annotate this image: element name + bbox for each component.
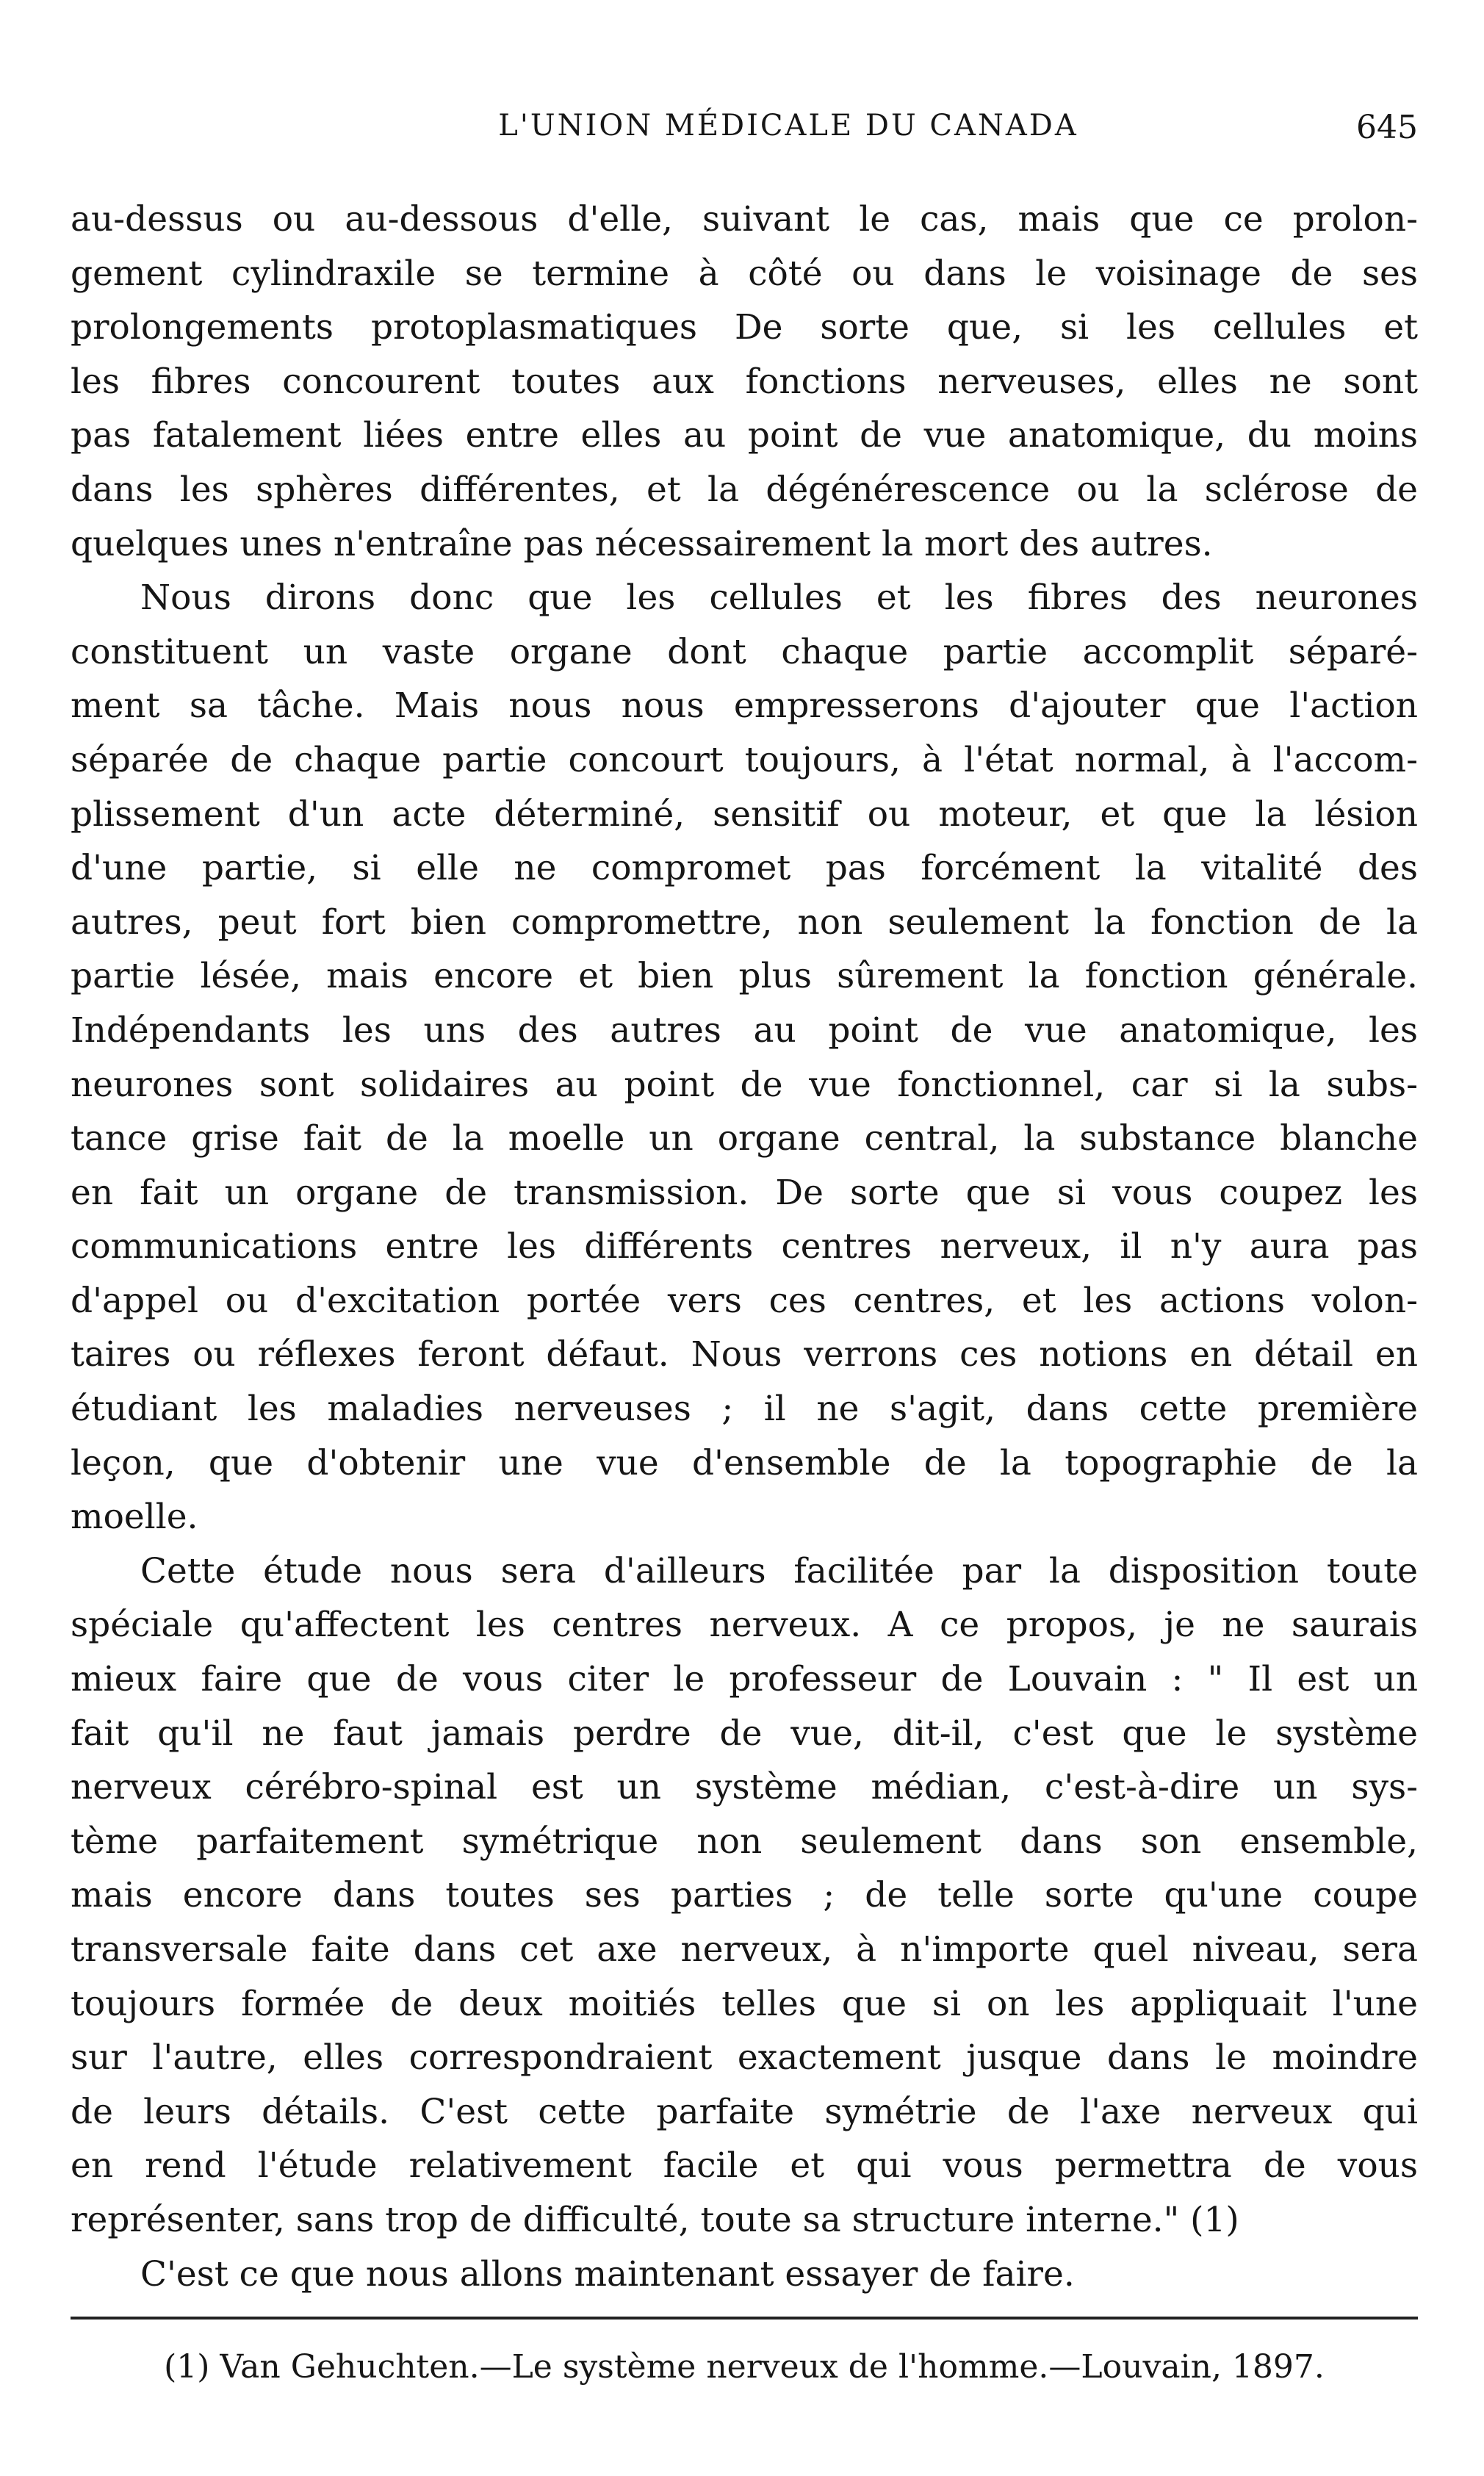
text-line: prolongements protoplasmatiques De sorte que, si les cellules et bbox=[71, 307, 1418, 348]
text-line: Cette étude nous sera d'ailleurs facilitée par la disposition toute bbox=[140, 1550, 1418, 1591]
page-number: 645 bbox=[1356, 109, 1418, 146]
text-line: autres, peut fort bien compromettre, non seulement la fonction de la bbox=[71, 901, 1418, 943]
text-line: plissement d'un acte déterminé, sensitif ou moteur, et que la lésion bbox=[71, 793, 1418, 835]
text-line: toujours formée de deux moitiés telles que si on les appliquait l'une bbox=[71, 1983, 1418, 2024]
text-line: constituent un vaste organe dont chaque partie accomplit séparé- bbox=[71, 631, 1418, 672]
text-line: transversale faite dans cet axe nerveux, à n'importe quel niveau, sera bbox=[71, 1929, 1418, 1970]
footnote-rule bbox=[71, 2317, 1418, 2320]
text-line: leçon, que d'obtenir une vue d'ensemble de la topographie de la bbox=[71, 1442, 1418, 1483]
text-line: C'est ce que nous allons maintenant essayer de faire. bbox=[140, 2253, 1075, 2295]
text-line: Nous dirons donc que les cellules et les fibres des neurones bbox=[140, 577, 1418, 619]
running-head bbox=[71, 109, 1418, 153]
text-line: mieux faire que de vous citer le professeur de Louvain : " Il est un bbox=[71, 1659, 1418, 1700]
text-line: Indépendants les uns des autres au point de vue anatomique, les bbox=[71, 1010, 1418, 1051]
text-line: en rend l'étude relativement facile et qui vous permettra de vous bbox=[71, 2145, 1418, 2187]
footnote: (1) Van Gehuchten.—Le système nerveux de l'homme.—Louvain, 1897. bbox=[164, 2348, 1325, 2386]
text-line: fait qu'il ne faut jamais perdre de vue, dit-il, c'est que le système bbox=[71, 1713, 1418, 1754]
body-text bbox=[71, 192, 1418, 2301]
text-line: spéciale qu'affectent les centres nerveux. A ce propos, je ne saurais bbox=[71, 1605, 1418, 1646]
text-line: tème parfaitement symétrique non seulement dans son ensemble, bbox=[71, 1821, 1418, 1862]
text-line: en fait un organe de transmission. De sorte que si vous coupez les bbox=[71, 1172, 1418, 1213]
text-line: sur l'autre, elles correspondraient exactement jusque dans le moindre bbox=[71, 2037, 1418, 2079]
text-line: partie lésée, mais encore et bien plus sûrement la fonction générale. bbox=[71, 956, 1418, 997]
text-line: tance grise fait de la moelle un organe central, la substance blanche bbox=[71, 1118, 1418, 1159]
text-line: représenter, sans trop de difficulté, toute sa structure interne." (1) bbox=[71, 2199, 1239, 2240]
journal-title: L'UNION MÉDICALE DU CANADA bbox=[498, 109, 1078, 143]
text-line: nerveux cérébro-spinal est un système médian, c'est-à-dire un sys- bbox=[71, 1767, 1418, 1808]
text-line: d'appel ou d'excitation portée vers ces centres, et les actions volon- bbox=[71, 1280, 1418, 1321]
text-line: séparée de chaque partie concourt toujours, à l'état normal, à l'accom- bbox=[71, 739, 1418, 780]
text-line: moelle. bbox=[71, 1497, 198, 1538]
text-line: les fibres concourent toutes aux fonctions nerveuses, elles ne sont bbox=[71, 361, 1418, 402]
text-line: quelques unes n'entraîne pas nécessairement la mort des autres. bbox=[71, 523, 1213, 564]
text-line: ment sa tâche. Mais nous nous empresserons d'ajouter que l'action bbox=[71, 685, 1418, 727]
text-line: au-dessus ou au-dessous d'elle, suivant le cas, mais que ce prolon- bbox=[71, 199, 1418, 240]
text-line: dans les sphères différentes, et la dégénérescence ou la sclérose de bbox=[71, 469, 1418, 510]
text-line: de leurs détails. C'est cette parfaite symétrie de l'axe nerveux qui bbox=[71, 2091, 1418, 2132]
text-line: neurones sont solidaires au point de vue fonctionnel, car si la subs- bbox=[71, 1064, 1418, 1105]
text-line: étudiant les maladies nerveuses ; il ne s'agit, dans cette première bbox=[71, 1389, 1418, 1430]
text-line: mais encore dans toutes ses parties ; de telle sorte qu'une coupe bbox=[71, 1875, 1418, 1916]
text-line: taires ou réflexes feront défaut. Nous verrons ces notions en détail en bbox=[71, 1334, 1418, 1375]
text-line: gement cylindraxile se termine à côté ou dans le voisinage de ses bbox=[71, 253, 1418, 294]
text-line: d'une partie, si elle ne compromet pas forcément la vitalité des bbox=[71, 848, 1418, 889]
text-line: pas fatalement liées entre elles au point de vue anatomique, du moins bbox=[71, 415, 1418, 456]
text-line: communications entre les différents centres nerveux, il n'y aura pas bbox=[71, 1226, 1418, 1267]
